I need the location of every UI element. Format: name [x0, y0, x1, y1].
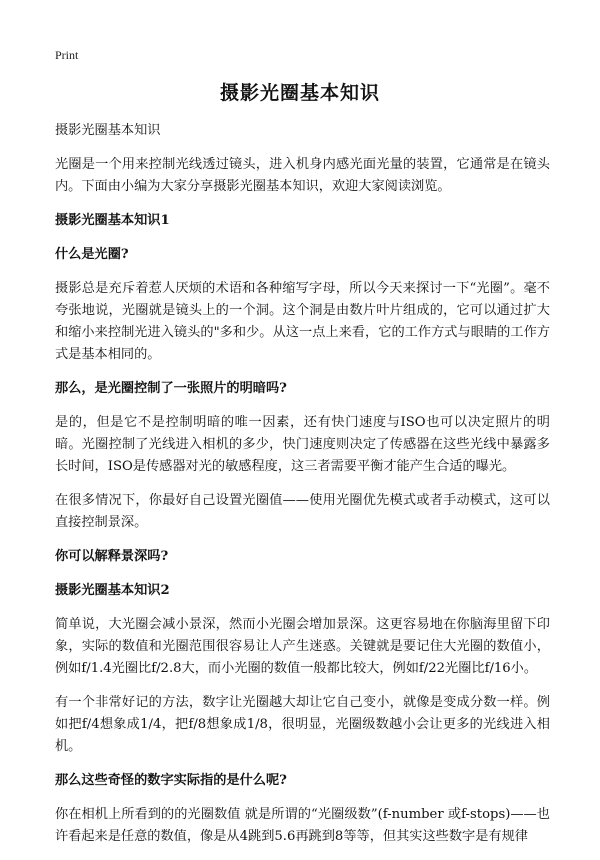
- question-heading-f-numbers: 那么这些奇怪的数字实际指的是什么呢?: [55, 773, 287, 788]
- paragraph-aperture-priority: 在很多情况下，你最好自己设置光圈值——使用光圈优先模式或者手动模式，这可以直接控制景深。: [55, 493, 550, 530]
- article-body: [55, 120, 550, 860]
- print-link[interactable]: Print: [55, 48, 79, 62]
- paragraph-f-stops: 你在相机上所看到的的光圈数值 就是所谓的“光圈级数”(f-number 或f-stops)——也许看起来是任意的数值，像是从4跳到5.6再跳到8等等，但其实这些数字是有规律: [55, 807, 550, 844]
- article-subtitle: 摄影光圈基本知识: [55, 123, 161, 138]
- intro-paragraph: 光圈是一个用来控制光线透过镜头，进入机身内感光面光量的装置，它通常是在镜头内。下面由小编为大家分享摄影光圈基本知识，欢迎大家阅读浏览。: [55, 157, 550, 194]
- section-heading-2: 摄影光圈基本知识2: [55, 583, 170, 598]
- question-heading-depth-of-field: 你可以解释景深吗?: [55, 549, 169, 564]
- question-heading-aperture: 什么是光圈?: [55, 247, 129, 262]
- paragraph-fraction-tip: 有一个非常好记的方法，数字让光圈越大却让它自己变小，就像是变成分数一样。例如把f/4想象成1/4，把f/8想象成1/8，很明显，光圈级数越小会让更多的光线进入相机。: [55, 695, 550, 754]
- section-heading-1: 摄影光圈基本知识1: [55, 213, 170, 228]
- paragraph-exposure: 是的，但是它不是控制明暗的唯一因素，还有快门速度与ISO也可以决定照片的明暗。光圈控制了光线进入相机的多少，快门速度则决定了传感器在这些光线中暴露多长时间，ISO是传感器对光的敏感程度，这三者需要平衡才能产生合适的曝光。: [55, 415, 550, 474]
- page-title: 摄影光圈基本知识: [219, 82, 380, 104]
- paragraph-aperture-definition: 摄影总是充斥着惹人厌烦的术语和各种缩写字母，所以今天来探讨一下“光圈”。毫不夸张地说，光圈就是镜头上的一个洞。这个洞是由数片叶片组成的，它可以通过扩大和缩小来控制光进入镜头的"多和少。从这一点上来看，它的工作方式与眼睛的工作方式是基本相同的。: [55, 281, 550, 362]
- paragraph-depth-of-field: 简单说，大光圈会减小景深，然而小光圈会增加景深。这更容易地在你脑海里留下印象，实际的数值和光圈范围很容易让人产生迷惑。关键就是要记住大光圈的数值小，例如f/1.4光圈比f/2.8大，而小光圈的数值一般都比较大，例如f/22光圈比f/16小。: [55, 617, 550, 676]
- question-heading-brightness: 那么，是光圈控制了一张照片的明暗吗?: [55, 381, 287, 396]
